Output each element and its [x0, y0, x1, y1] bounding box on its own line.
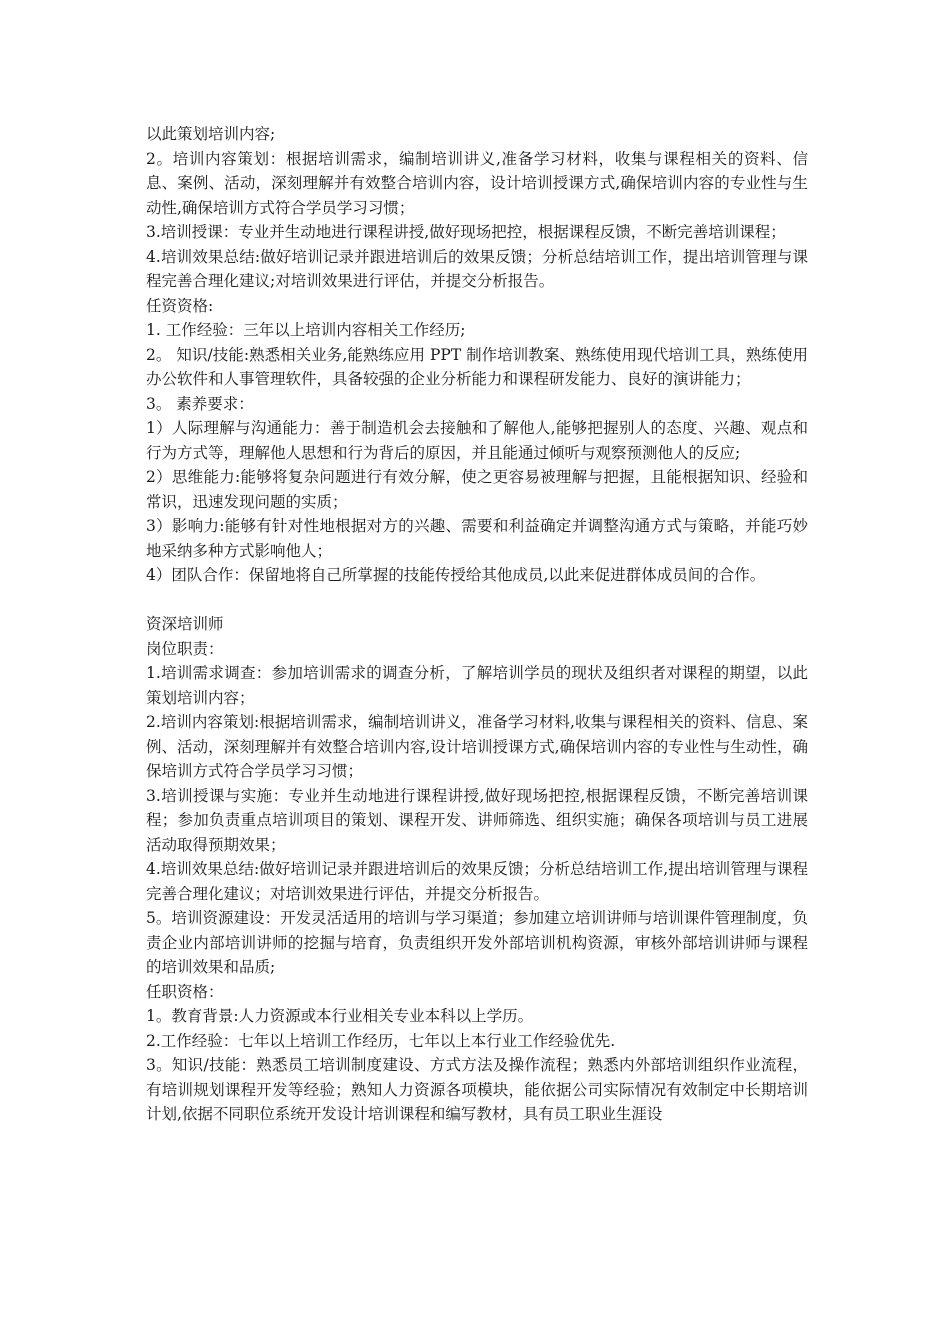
paragraph: 2.工作经验：七年以上培训工作经历，七年以上本行业工作经验优先.	[146, 1031, 616, 1050]
paragraph: 2.培训内容策划:根据培训需求，编制培训讲义，准备学习材料,收集与课程相关的资料、信息、案例、活动，深刻理解并有效整合培训内容,设计培训授课方式,确保培训内容的专业性与生动性，确保培训方式符合学员学习习惯；	[146, 713, 808, 780]
document-page	[146, 122, 808, 1127]
paragraph: 3。知识/技能：熟悉员工培训制度建设、方式方法及操作流程；熟悉内外部培训组织作业流程，有培训规划课程开发等经验；熟知人力资源各项模块，能依据公司实际情况有效制定中长期培训计划,依据不同职位系统开发设计培训课程和编写教材，具有员工职业生涯设	[146, 1056, 808, 1123]
paragraph: 以此策划培训内容;	[146, 125, 276, 143]
paragraph: 3。 素养要求：	[146, 394, 254, 413]
blank-line	[146, 588, 808, 613]
paragraph: 1.培训需求调查：参加培训需求的调查分析，了解培训学员的现状及组织者对课程的期望，以此策划培训内容；	[146, 664, 808, 707]
paragraph: 1. 工作经验：三年以上培训内容相关工作经历;	[146, 321, 466, 339]
paragraph: 1。教育背景:人力资源或本行业相关专业本科以上学历。	[146, 1007, 534, 1025]
paragraph: 2）思维能力:能够将复杂问题进行有效分解，使之更容易被理解与把握，且能根据知识、经验和常识，迅速发现问题的实质；	[146, 468, 808, 511]
paragraph: 4.培训效果总结:做好培训记录并跟进培训后的效果反馈；分析总结培训工作,提出培训管理与课程完善合理化建议；对培训效果进行评估，并提交分析报告。	[146, 860, 808, 903]
paragraph: 4）团队合作：保留地将自己所掌握的技能传授给其他成员,以此来促进群体成员间的合作。	[146, 566, 766, 584]
paragraph: 1）人际理解与沟通能力：善于制造机会去接触和了解他人,能够把握别人的态度、兴趣、观点和行为方式等，理解他人思想和行为背后的原因，并且能通过倾听与观察预测他人的反应;	[146, 419, 808, 462]
paragraph: 3.培训授课与实施：专业并生动地进行课程讲授,做好现场把控,根据课程反馈，不断完善培训课程；参加负责重点培训项目的策划、课程开发、讲师筛选、组织实施；确保各项培训与员工进展活动取得预期效果；	[146, 786, 808, 854]
paragraph: 5。培训资源建设：开发灵活适用的培训与学习渠道；参加建立培训讲师与培训课件管理制度，负责企业内部培训讲师的挖掘与培育，负责组织开发外部培训机构资源，审核外部培训讲师与课程的培训效果和品质;	[146, 909, 808, 976]
paragraph: 3.培训授课：专业并生动地进行课程讲授,做好现场把控，根据课程反馈，不断完善培训课程；	[146, 223, 786, 241]
paragraph: 2。 知识/技能:熟悉相关业务,能熟练应用 PPT 制作培训教案、熟练使用现代培训工具，熟练使用办公软件和人事管理软件，具备较强的企业分析能力和课程研发能力、良好的演讲能力；	[146, 345, 808, 388]
section-heading: 任资资格:	[146, 296, 214, 315]
job-title: 资深培训师	[146, 615, 224, 633]
paragraph: 4.培训效果总结:做好培训记录并跟进培训后的效果反馈；分析总结培训工作，提出培训管理与课程完善合理化建议;对培训效果进行评估，并提交分析报告。	[146, 247, 808, 290]
section-heading: 任职资格：	[146, 982, 224, 1001]
section-heading: 岗位职责：	[146, 639, 224, 658]
paragraph: 2。培训内容策划：根据培训需求，编制培训讲义,准备学习材料，收集与课程相关的资料、信息、案例、活动，深刻理解并有效整合培训内容，设计培训授课方式,确保培训内容的专业性与生动性,确保培训方式符合学员学习习惯；	[146, 149, 808, 217]
paragraph: 3）影响力:能够有针对性地根据对方的兴趣、需要和利益确定并调整沟通方式与策略，并能巧妙地采纳多种方式影响他人；	[146, 517, 808, 560]
